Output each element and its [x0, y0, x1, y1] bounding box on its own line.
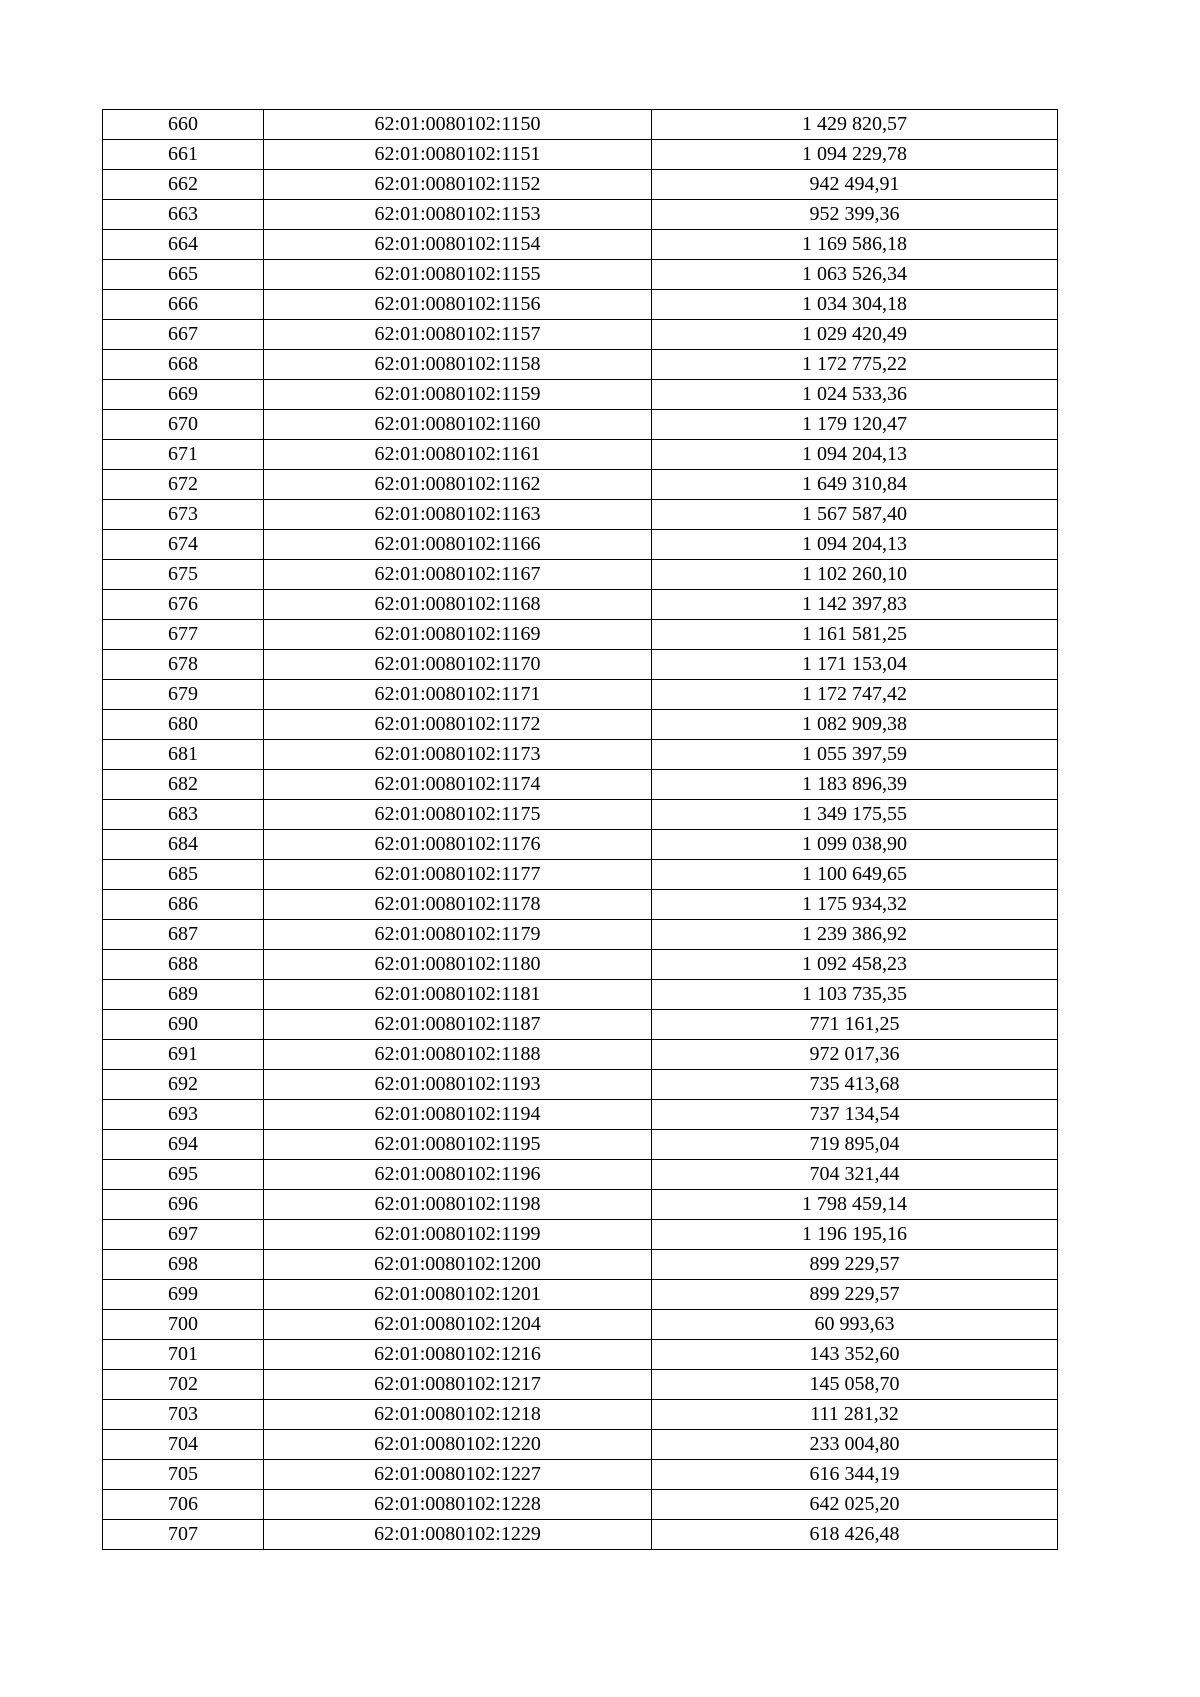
cadastral-number-cell: 62:01:0080102:1158: [264, 350, 652, 380]
table-row: [103, 980, 1058, 1010]
cadastral-number-cell: 62:01:0080102:1150: [264, 110, 652, 140]
row-number-cell: 679: [103, 680, 264, 710]
row-number-cell: 690: [103, 1010, 264, 1040]
table-row: [103, 200, 1058, 230]
row-number-cell: 676: [103, 590, 264, 620]
cadastral-value-cell: 1 196 195,16: [652, 1220, 1058, 1250]
cadastral-value-cell: 1 175 934,32: [652, 890, 1058, 920]
cadastral-number-cell: 62:01:0080102:1195: [264, 1130, 652, 1160]
cadastral-value-cell: 899 229,57: [652, 1280, 1058, 1310]
cadastral-value-cell: 1 171 153,04: [652, 650, 1058, 680]
cadastral-value-cell: 1 103 735,35: [652, 980, 1058, 1010]
row-number-cell: 673: [103, 500, 264, 530]
cadastral-value-cell: 771 161,25: [652, 1010, 1058, 1040]
cadastral-number-cell: 62:01:0080102:1171: [264, 680, 652, 710]
cadastral-number-cell: 62:01:0080102:1154: [264, 230, 652, 260]
cadastral-number-cell: 62:01:0080102:1174: [264, 770, 652, 800]
cadastral-number-cell: 62:01:0080102:1201: [264, 1280, 652, 1310]
row-number-cell: 670: [103, 410, 264, 440]
table-row: [103, 170, 1058, 200]
row-number-cell: 691: [103, 1040, 264, 1070]
table-row: [103, 1070, 1058, 1100]
cadastral-value-cell: 1 649 310,84: [652, 470, 1058, 500]
table-row: [103, 1040, 1058, 1070]
cadastral-value-cell: 719 895,04: [652, 1130, 1058, 1160]
cadastral-value-cell: 1 239 386,92: [652, 920, 1058, 950]
table-row: [103, 470, 1058, 500]
cadastral-number-cell: 62:01:0080102:1180: [264, 950, 652, 980]
table-row: [103, 1400, 1058, 1430]
table-row: [103, 440, 1058, 470]
table-row: [103, 110, 1058, 140]
cadastral-value-cell: 1 567 587,40: [652, 500, 1058, 530]
row-number-cell: 662: [103, 170, 264, 200]
table-row: [103, 1430, 1058, 1460]
row-number-cell: 661: [103, 140, 264, 170]
cadastral-value-cell: 972 017,36: [652, 1040, 1058, 1070]
table-row: [103, 1370, 1058, 1400]
table-row: [103, 890, 1058, 920]
cadastral-number-cell: 62:01:0080102:1155: [264, 260, 652, 290]
cadastral-value-cell: 143 352,60: [652, 1340, 1058, 1370]
cadastral-value-cell: 952 399,36: [652, 200, 1058, 230]
cadastral-value-cell: 1 094 204,13: [652, 440, 1058, 470]
table-row: [103, 650, 1058, 680]
cadastral-value-cell: 1 099 038,90: [652, 830, 1058, 860]
cadastral-number-cell: 62:01:0080102:1160: [264, 410, 652, 440]
row-number-cell: 677: [103, 620, 264, 650]
cadastral-value-cell: 899 229,57: [652, 1250, 1058, 1280]
cadastral-value-cell: 111 281,32: [652, 1400, 1058, 1430]
cadastral-value-cell: 1 094 204,13: [652, 530, 1058, 560]
cadastral-number-cell: 62:01:0080102:1193: [264, 1070, 652, 1100]
cadastral-number-cell: 62:01:0080102:1199: [264, 1220, 652, 1250]
row-number-cell: 688: [103, 950, 264, 980]
row-number-cell: 699: [103, 1280, 264, 1310]
table-row: [103, 1520, 1058, 1550]
cadastral-number-cell: 62:01:0080102:1229: [264, 1520, 652, 1550]
cadastral-number-cell: 62:01:0080102:1178: [264, 890, 652, 920]
table-row: [103, 410, 1058, 440]
cadastral-number-cell: 62:01:0080102:1228: [264, 1490, 652, 1520]
cadastral-number-cell: 62:01:0080102:1161: [264, 440, 652, 470]
table-row: [103, 620, 1058, 650]
row-number-cell: 669: [103, 380, 264, 410]
cadastral-value-cell: 1 034 304,18: [652, 290, 1058, 320]
cadastral-number-cell: 62:01:0080102:1163: [264, 500, 652, 530]
row-number-cell: 681: [103, 740, 264, 770]
row-number-cell: 678: [103, 650, 264, 680]
row-number-cell: 705: [103, 1460, 264, 1490]
cadastral-value-cell: 1 100 649,65: [652, 860, 1058, 890]
row-number-cell: 665: [103, 260, 264, 290]
cadastral-value-cell: 1 024 533,36: [652, 380, 1058, 410]
row-number-cell: 671: [103, 440, 264, 470]
table-body: [103, 110, 1058, 1550]
cadastral-value-cell: 1 055 397,59: [652, 740, 1058, 770]
row-number-cell: 695: [103, 1160, 264, 1190]
cadastral-value-cell: 1 094 229,78: [652, 140, 1058, 170]
table-row: [103, 350, 1058, 380]
table-row: [103, 830, 1058, 860]
row-number-cell: 706: [103, 1490, 264, 1520]
table-row: [103, 260, 1058, 290]
row-number-cell: 689: [103, 980, 264, 1010]
cadastral-number-cell: 62:01:0080102:1168: [264, 590, 652, 620]
row-number-cell: 703: [103, 1400, 264, 1430]
cadastral-number-cell: 62:01:0080102:1179: [264, 920, 652, 950]
table-row: [103, 1130, 1058, 1160]
row-number-cell: 680: [103, 710, 264, 740]
cadastral-number-cell: 62:01:0080102:1200: [264, 1250, 652, 1280]
cadastral-number-cell: 62:01:0080102:1159: [264, 380, 652, 410]
table-row: [103, 320, 1058, 350]
row-number-cell: 664: [103, 230, 264, 260]
cadastral-value-cell: 1 169 586,18: [652, 230, 1058, 260]
row-number-cell: 668: [103, 350, 264, 380]
cadastral-value-cell: 1 798 459,14: [652, 1190, 1058, 1220]
row-number-cell: 692: [103, 1070, 264, 1100]
row-number-cell: 663: [103, 200, 264, 230]
table-row: [103, 500, 1058, 530]
row-number-cell: 687: [103, 920, 264, 950]
cadastral-value-cell: 1 029 420,49: [652, 320, 1058, 350]
row-number-cell: 674: [103, 530, 264, 560]
table-row: [103, 1460, 1058, 1490]
row-number-cell: 683: [103, 800, 264, 830]
cadastral-number-cell: 62:01:0080102:1166: [264, 530, 652, 560]
row-number-cell: 707: [103, 1520, 264, 1550]
cadastral-number-cell: 62:01:0080102:1151: [264, 140, 652, 170]
cadastral-number-cell: 62:01:0080102:1198: [264, 1190, 652, 1220]
table-row: [103, 1340, 1058, 1370]
row-number-cell: 702: [103, 1370, 264, 1400]
table-row: [103, 1490, 1058, 1520]
table-row: [103, 710, 1058, 740]
cadastral-number-cell: 62:01:0080102:1152: [264, 170, 652, 200]
cadastral-number-cell: 62:01:0080102:1153: [264, 200, 652, 230]
table-row: [103, 290, 1058, 320]
table-row: [103, 230, 1058, 260]
cadastral-value-cell: 1 092 458,23: [652, 950, 1058, 980]
cadastral-number-cell: 62:01:0080102:1216: [264, 1340, 652, 1370]
table-row: [103, 1100, 1058, 1130]
table-row: [103, 860, 1058, 890]
cadastral-number-cell: 62:01:0080102:1204: [264, 1310, 652, 1340]
cadastral-value-cell: 1 161 581,25: [652, 620, 1058, 650]
cadastral-number-cell: 62:01:0080102:1175: [264, 800, 652, 830]
cadastral-number-cell: 62:01:0080102:1188: [264, 1040, 652, 1070]
table-row: [103, 770, 1058, 800]
row-number-cell: 666: [103, 290, 264, 320]
cadastral-number-cell: 62:01:0080102:1172: [264, 710, 652, 740]
cadastral-number-cell: 62:01:0080102:1157: [264, 320, 652, 350]
table-row: [103, 740, 1058, 770]
table-row: [103, 1010, 1058, 1040]
row-number-cell: 700: [103, 1310, 264, 1340]
cadastral-value-cell: 1 063 526,34: [652, 260, 1058, 290]
cadastral-value-cell: 616 344,19: [652, 1460, 1058, 1490]
cadastral-value-cell: 60 993,63: [652, 1310, 1058, 1340]
cadastral-value-cell: 233 004,80: [652, 1430, 1058, 1460]
cadastral-value-cell: 1 172 747,42: [652, 680, 1058, 710]
cadastral-number-cell: 62:01:0080102:1196: [264, 1160, 652, 1190]
cadastral-value-cell: 1 172 775,22: [652, 350, 1058, 380]
row-number-cell: 667: [103, 320, 264, 350]
row-number-cell: 704: [103, 1430, 264, 1460]
row-number-cell: 686: [103, 890, 264, 920]
row-number-cell: 701: [103, 1340, 264, 1370]
cadastral-number-cell: 62:01:0080102:1176: [264, 830, 652, 860]
row-number-cell: 660: [103, 110, 264, 140]
cadastral-number-cell: 62:01:0080102:1194: [264, 1100, 652, 1130]
cadastral-value-cell: 1 349 175,55: [652, 800, 1058, 830]
cadastral-value-cell: 145 058,70: [652, 1370, 1058, 1400]
table-row: [103, 380, 1058, 410]
row-number-cell: 694: [103, 1130, 264, 1160]
cadastral-number-cell: 62:01:0080102:1181: [264, 980, 652, 1010]
cadastral-number-cell: 62:01:0080102:1217: [264, 1370, 652, 1400]
table-row: [103, 590, 1058, 620]
table-row: [103, 560, 1058, 590]
cadastral-value-cell: 737 134,54: [652, 1100, 1058, 1130]
table-row: [103, 680, 1058, 710]
row-number-cell: 685: [103, 860, 264, 890]
row-number-cell: 697: [103, 1220, 264, 1250]
cadastral-value-cell: 1 082 909,38: [652, 710, 1058, 740]
table-row: [103, 1280, 1058, 1310]
cadastral-number-cell: 62:01:0080102:1177: [264, 860, 652, 890]
cadastral-number-cell: 62:01:0080102:1187: [264, 1010, 652, 1040]
row-number-cell: 696: [103, 1190, 264, 1220]
table-row: [103, 800, 1058, 830]
table-row: [103, 1310, 1058, 1340]
cadastral-value-cell: 1 142 397,83: [652, 590, 1058, 620]
cadastral-value-cell: 942 494,91: [652, 170, 1058, 200]
cadastral-value-cell: 618 426,48: [652, 1520, 1058, 1550]
row-number-cell: 684: [103, 830, 264, 860]
row-number-cell: 672: [103, 470, 264, 500]
cadastral-value-cell: 1 429 820,57: [652, 110, 1058, 140]
cadastral-value-cell: 704 321,44: [652, 1160, 1058, 1190]
table-row: [103, 950, 1058, 980]
cadastral-number-cell: 62:01:0080102:1173: [264, 740, 652, 770]
cadastral-value-cell: 735 413,68: [652, 1070, 1058, 1100]
cadastral-number-cell: 62:01:0080102:1167: [264, 560, 652, 590]
table-row: [103, 1250, 1058, 1280]
row-number-cell: 675: [103, 560, 264, 590]
cadastral-number-cell: 62:01:0080102:1156: [264, 290, 652, 320]
cadastral-number-cell: 62:01:0080102:1170: [264, 650, 652, 680]
table-row: [103, 1220, 1058, 1250]
table-row: [103, 140, 1058, 170]
cadastral-number-cell: 62:01:0080102:1220: [264, 1430, 652, 1460]
cadastral-number-cell: 62:01:0080102:1218: [264, 1400, 652, 1430]
row-number-cell: 698: [103, 1250, 264, 1280]
cadastral-value-cell: 1 179 120,47: [652, 410, 1058, 440]
table-row: [103, 1190, 1058, 1220]
cadastral-number-cell: 62:01:0080102:1227: [264, 1460, 652, 1490]
cadastral-number-cell: 62:01:0080102:1169: [264, 620, 652, 650]
cadastral-number-cell: 62:01:0080102:1162: [264, 470, 652, 500]
cadastral-value-cell: 642 025,20: [652, 1490, 1058, 1520]
table-row: [103, 920, 1058, 950]
cadastral-value-cell: 1 102 260,10: [652, 560, 1058, 590]
row-number-cell: 682: [103, 770, 264, 800]
cadastral-value-cell: 1 183 896,39: [652, 770, 1058, 800]
row-number-cell: 693: [103, 1100, 264, 1130]
table-row: [103, 530, 1058, 560]
cadastral-value-table: [102, 109, 1058, 1550]
table-row: [103, 1160, 1058, 1190]
